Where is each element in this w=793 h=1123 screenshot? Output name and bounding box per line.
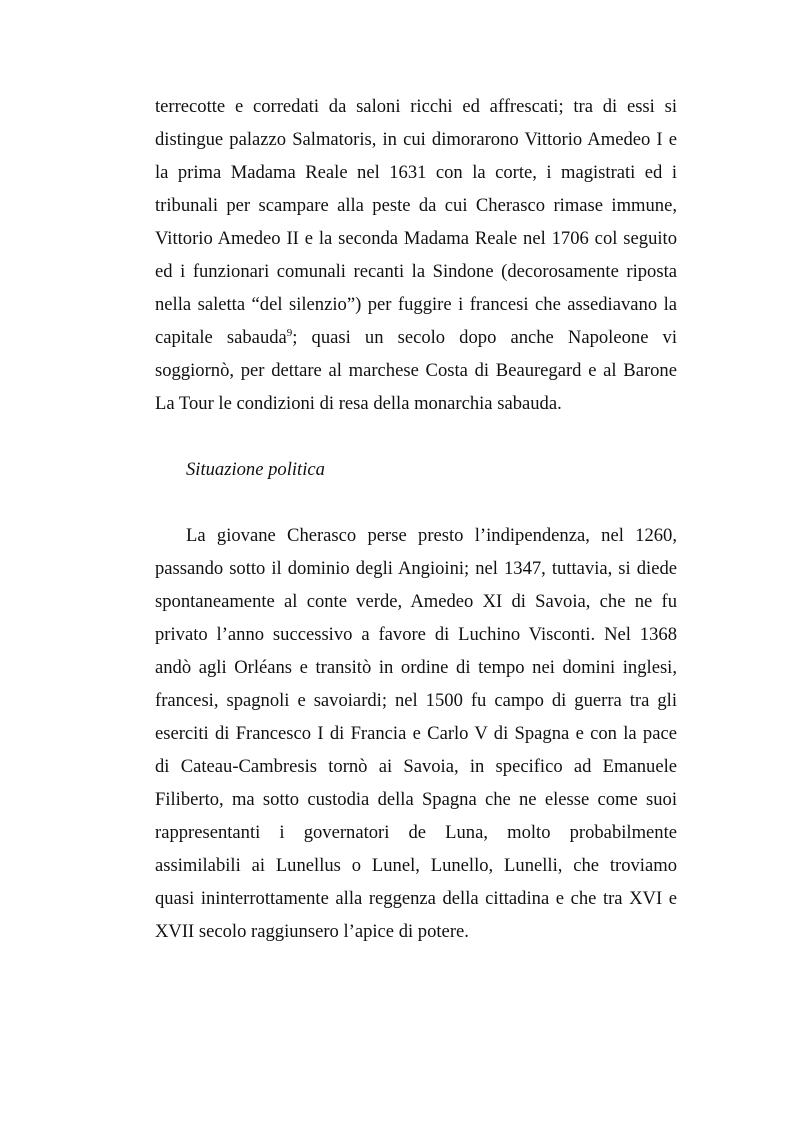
text-line: soggiornò, per dettare al marchese Costa di Beauregard e al Barone	[155, 360, 677, 381]
text-line: privato l’anno successivo a favore di Luchino Visconti. Nel 1368	[155, 624, 677, 645]
text-line: la prima Madama Reale nel 1631 con la corte, i magistrati ed i	[155, 162, 677, 183]
section-heading: Situazione politica	[186, 459, 325, 480]
text-line: andò agli Orléans e transitò in ordine di tempo nei domini inglesi,	[155, 657, 677, 678]
text-line: passando sotto il dominio degli Angioini; nel 1347, tuttavia, si diede	[155, 558, 677, 579]
text-line: La giovane Cherasco perse presto l’indipendenza, nel 1260,	[186, 525, 677, 546]
text-line-with-footnote	[155, 327, 677, 349]
text-segment: ; quasi un secolo dopo anche Napoleone vi	[292, 327, 678, 348]
text-line: distingue palazzo Salmatoris, in cui dimorarono Vittorio Amedeo I e	[155, 129, 677, 150]
text-line: quasi ininterrottamente alla reggenza della cittadina e che tra XVI e	[155, 888, 677, 909]
text-line: Vittorio Amedeo II e la seconda Madama Reale nel 1706 col seguito	[155, 228, 677, 249]
text-line: tribunali per scampare alla peste da cui Cherasco rimase immune,	[155, 195, 677, 216]
text-line: eserciti di Francesco I di Francia e Carlo V di Spagna e con la pace	[155, 723, 677, 744]
text-line: XVII secolo raggiunsero l’apice di potere.	[155, 921, 469, 942]
text-line: assimilabili ai Lunellus o Lunel, Lunello, Lunelli, che troviamo	[155, 855, 677, 876]
text-line: Filiberto, ma sotto custodia della Spagna che ne elesse come suoi	[155, 789, 677, 810]
text-line: spontaneamente al conte verde, Amedeo XI di Savoia, che ne fu	[155, 591, 677, 612]
text-line: terrecotte e corredati da saloni ricchi ed affrescati; tra di essi si	[155, 96, 677, 117]
text-line: rappresentanti i governatori de Luna, molto probabilmente	[155, 822, 677, 843]
text-line: nella saletta “del silenzio”) per fuggire i francesi che assediavano la	[155, 294, 677, 315]
text-segment: capitale sabauda	[155, 327, 287, 348]
text-line: ed i funzionari comunali recanti la Sindone (decorosamente riposta	[155, 261, 677, 282]
text-line: La Tour le condizioni di resa della monarchia sabauda.	[155, 393, 562, 414]
text-line: francesi, spagnoli e savoiardi; nel 1500 fu campo di guerra tra gli	[155, 690, 677, 711]
footnote-reference[interactable]: 9	[286, 327, 293, 339]
text-line: di Cateau-Cambresis tornò ai Savoia, in specifico ad Emanuele	[155, 756, 677, 777]
